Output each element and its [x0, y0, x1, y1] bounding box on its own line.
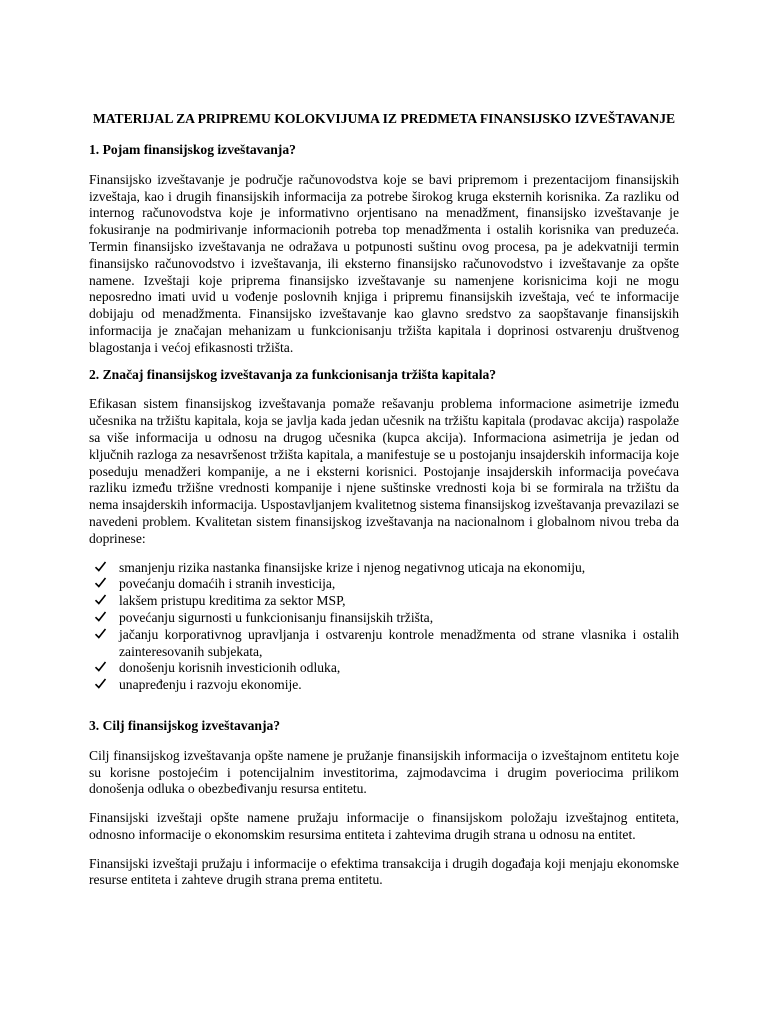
document-body: [89, 110, 679, 899]
list-item-text: lakšem pristupu kreditima za sektor MSP,: [119, 593, 346, 609]
list-item-text: donošenju korisnih investicionih odluka,: [119, 660, 341, 676]
section-heading: 1. Pojam finansijskog izveštavanja?: [89, 142, 296, 157]
checkmark-icon: [94, 677, 107, 690]
checklist: [89, 560, 679, 694]
list-item-text: povećanju domaćih i stranih investicija,: [119, 576, 336, 592]
checkmark-icon: [94, 576, 107, 589]
list-item-text: unapređenju i razvoju ekonomije.: [119, 677, 302, 693]
list-item: [119, 576, 679, 593]
checkmark-icon: [94, 560, 107, 573]
list-item-text: povećanju sigurnosti u funkcionisanju finansijskih tržišta,: [119, 609, 434, 625]
document-title: MATERIJAL ZA PRIPREMU KOLOKVIJUMA IZ PREDMETA FINANSIJSKO IZVEŠTAVANJE: [92, 111, 676, 126]
paragraph: Efikasan sistem finansijskog izveštavanja pomaže rešavanju problema informacione asimetrije između učesnika na tržištu kapitala, koja se javlja kada jedan učesnik na tržištu kapitala (prodavac akcija) raspolaže sa više informacija u odnosu na drugog učesnika (kupca akcija). Informaciona asimetrija je jedan od ključnih razloga za nesavršenost tržišta kapitala, a manifestuje se u postojanju insajderskih informacija koje poseduju menadžeri kompanije, a ne i eksterni korisnici. Postojanje insajderskih informacija povećava razliku između tržišne vrednosti kompanije i njene suštinske vrednosti koja bi se formirala na tržištu da nema insajderskih informacija. Uspostavljanjem kvalitetnog sistema finansijskog izveštavanja prevazilazi se navedeni problem. Kvalitetan sistem finansijskog izveštavanja na nacionalnom i globalnom nivou treba da doprinese:: [89, 396, 679, 546]
list-item-text: jačanju korporativnog upravljanja i ostvarenju kontrole menadžmenta od strane vlasnika i ostalih zainteresovanih subjekata,: [119, 626, 679, 659]
paragraph: Finansijski izveštaji opšte namene pružaju informacije o finansijskom položaju izveštajnog entiteta, odnosno informacije o ekonomskim resursima entiteta i zahtevima drugih strana u odnosu na entitet.: [89, 810, 679, 842]
checkmark-icon: [94, 610, 107, 623]
list-item: [119, 560, 679, 577]
list-item: [119, 593, 679, 610]
paragraph: Cilj finansijskog izveštavanja opšte namene je pružanje finansijskih informacija o izveštajnom entitetu koje su korisne postojećim i potencijalnim investitorima, zajmodavcima i drugim poveriocima prilikom donošenja odluka o obezbeđivanju resursa entitetu.: [89, 747, 679, 797]
paragraph: Finansijsko izveštavanje je područje računovodstva koje se bavi pripremom i prezentacijom finansijskih izveštaja, kao i drugih finansijskih informacija za potrebe širokog kruga eksternih korisnika. Za razliku od internog računovodstva koje je informativno orjentisano na menadžment, finansijsko izveštavanje je fokusiranje na podmirivanje informacionih potreba top menadžmenta i ostalih korisnika van preduzeća. Termin finansijsko izveštavanja ne odražava u potpunosti suštinu ovog procesa, pa je adekvatniji termin finansijsko računovodstvo i izveštavanja, ili eksterno finansijsko računovodstvo i izveštavanje za opšte namene. Izveštaji koje priprema finansijsko izveštavanje su namenjene korisnicima koji ne mogu neposredno imati uvid u vođenje poslovnih knjiga i pripremu finansijskih izveštaja, već te informacije dobijaju od menadžmenta. Finansijsko izveštavanje kao glavno sredstvo za saopštavanje finansijskih informacija je značajan mehanizam u funkcionisanju tržišta kapitala i doprinosi ostvarenju društvenog blagostanja i većoj efikasnosti tržišta.: [89, 171, 679, 355]
list-item: [119, 627, 679, 661]
section-heading: 3. Cilj finansijskog izveštavanja?: [89, 717, 281, 733]
checkmark-icon: [94, 593, 107, 606]
paragraph: Finansijski izveštaji pružaju i informacije o efektima transakcija i drugih događaja koji menjaju ekonomske resurse entiteta i zahteve drugih strana prema entitetu.: [89, 855, 679, 888]
list-item: [119, 660, 679, 677]
checkmark-icon: [94, 627, 107, 640]
section-heading: 2. Značaj finansijskog izveštavanja za funkcionisanja tržišta kapitala?: [89, 366, 497, 382]
list-item: [119, 677, 679, 694]
list-item: [119, 610, 679, 627]
list-item-text: smanjenju rizika nastanka finansijske krize i njenog negativnog uticaja na ekonomiju,: [119, 559, 586, 575]
checkmark-icon: [94, 660, 107, 673]
